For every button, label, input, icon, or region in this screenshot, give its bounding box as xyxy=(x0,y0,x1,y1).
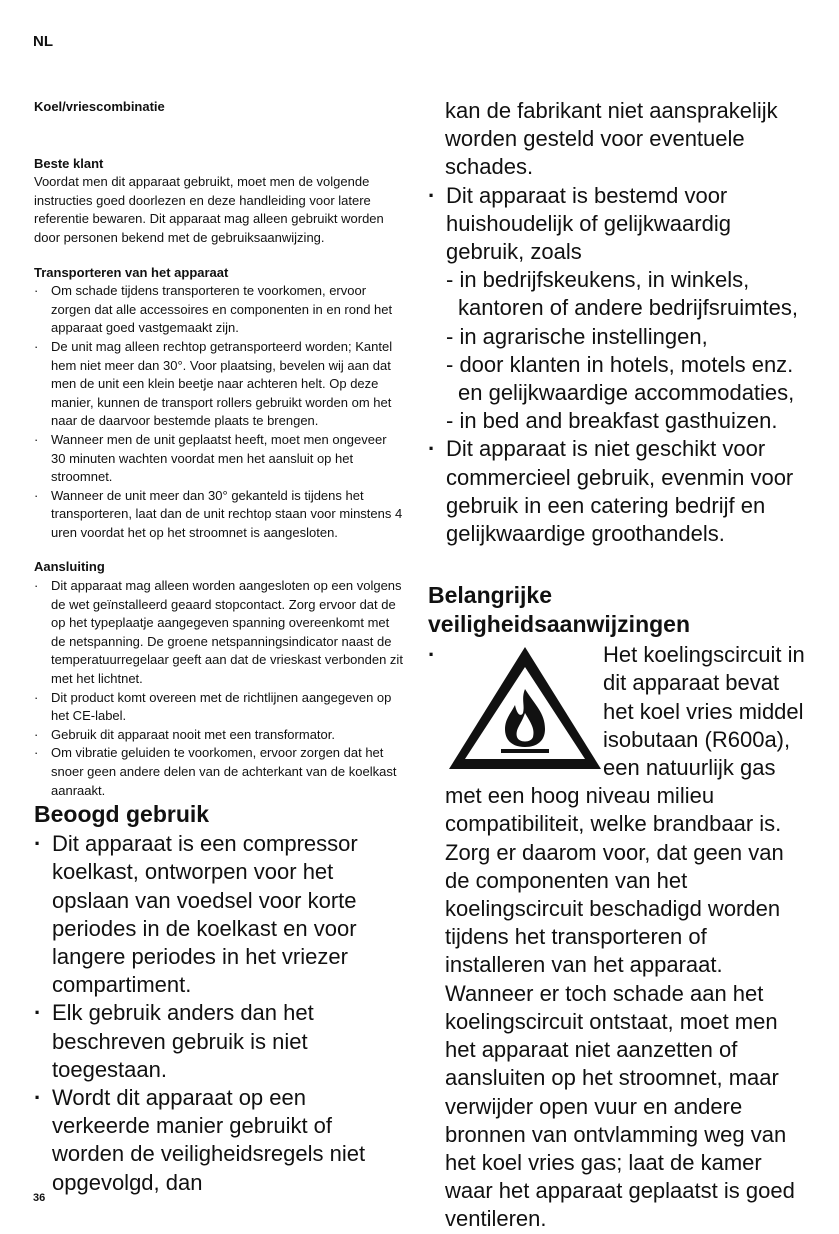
safety-block xyxy=(428,641,808,1233)
list-item: · Wanneer de unit meer dan 30° gekanteld is tijdens het transporteren, laat dan de unit rechtop staan voor minstens 4 uren voordat het op het stroomnet is aangesloten. xyxy=(34,487,404,543)
bullet: · xyxy=(428,642,436,668)
list-item: · Dit apparaat mag alleen worden aangesloten op een volgens de wet geïnstalleerd geaard stopcontact. Zorg ervoor dat de op het typeplaatje aangegeven spanning overeenkomt met de netspanning. De groene netspanningsindicator naast de temperatuurregelaar geeft aan dat de vrieskast verbonden zit met het lichtnet. xyxy=(34,577,404,689)
list-item: · Dit apparaat is een compressor koelkast, ontworpen voor het opslaan van voedsel voor korte periodes in de koelkast en voor langere periodes in het vriezer compartiment. xyxy=(34,830,404,999)
connection-heading: Aansluiting xyxy=(34,559,105,575)
list-item: · Gebruik dit apparaat nooit met een transformator. xyxy=(34,726,404,745)
intro-heading: Beste klant xyxy=(34,155,104,171)
intended-use-list xyxy=(34,830,404,1197)
safety-heading: Belangrijke veiligheidsaanwijzingen xyxy=(428,582,691,638)
list-item: · Dit product komt overeen met de richtlijnen aangegeven op het CE-label. xyxy=(34,689,404,726)
transport-list xyxy=(34,282,404,542)
list-item: · Dit apparaat is niet geschikt voor commercieel gebruik, evenmin voor gebruik in een catering bedrijf en gelijkwaardige groothandels. xyxy=(428,435,808,548)
list-item: · Om vibratie geluiden te voorkomen, ervoor zorgen dat het snoer geen andere delen van de achterkant van de koelkast aanraakt. xyxy=(34,744,404,800)
right-column xyxy=(428,97,808,1234)
list-item: · Elk gebruik anders dan het beschreven gebruik is niet toegestaan. xyxy=(34,999,404,1084)
document-title: Koel/vriescombinatie xyxy=(34,99,165,114)
list-item: · Wanneer men de unit geplaatst heeft, moet men ongeveer 30 minuten wachten voordat men het aansluit op het stroomnet. xyxy=(34,431,404,487)
page-number: 36 xyxy=(33,1192,46,1204)
sub-item: - in bed and breakfast gasthuizen. xyxy=(446,408,778,434)
household-sublist xyxy=(446,266,808,435)
intended-use-heading: Beoogd gebruik xyxy=(34,801,210,828)
language-code: NL xyxy=(33,33,53,50)
sub-item: - in bedrijfskeukens, in winkels, kantoren of andere bedrijfsruimtes, xyxy=(446,267,798,321)
list-item: · De unit mag alleen rechtop getransporteerd worden; Kantel hem niet meer dan 30°. Voor plaatsing, bevelen wij aan dat men de unit een klein beetje naar achteren helt. Op deze manier, kunnen de transport rollers gebruikt worden om het naar de daarvoor bestemde plaats te brengen. xyxy=(34,338,404,431)
safety-text-top: Het koelingscircuit in dit apparaat bevat het koel vries middel isobutaan (R600a), een natuurlijk gas xyxy=(603,642,805,781)
list-item: · Wordt dit apparaat op een verkeerde manier gebruikt of worden de veiligheidsregels niet opgevolgd, dan xyxy=(34,1084,404,1197)
sub-item: - door klanten in hotels, motels enz. en gelijkwaardige accommodaties, xyxy=(446,351,795,406)
intro-text: Voordat men dit apparaat gebruikt, moet men de volgende instructies goed doorlezen en deze handleiding voor latere referentie bewaren. Dit apparaat mag alleen gebruikt worden door personen bekend met de gebruiksaanwijzing. xyxy=(34,174,384,245)
safety-text-rest: met een hoog niveau milieu compatibiliteit, welke brandbaar is. Zorg er daarom voor, dat geen van de componenten van het koelingscircuit beschadigd worden tijdens het transporteren of installeren van het apparaat. Wanneer er toch schade aan het koelingscircuit ontstaat, moet men het apparaat niet aanzetten of aansluiten op het stroomnet, maar verwijder open vuur en andere bronnen van ontvlamming weg van het koel vries gas; laat de kamer waar het apparaat geplaatst is goed ventileren. xyxy=(445,783,795,1232)
household-text: Dit apparaat is bestemd voor huishoudelijk of gelijkwaardig gebruik, zoals xyxy=(446,182,731,265)
continued-text: kan de fabrikant niet aansprakelijk worden gesteld voor eventuele schades. xyxy=(445,98,778,180)
list-item: · Om schade tijdens transporteren te voorkomen, ervoor zorgen dat alle accessoires en componenten in en rond het apparaat goed vastgemaakt zijn. xyxy=(34,282,404,338)
list-item xyxy=(428,182,808,436)
connection-list xyxy=(34,577,404,800)
left-column xyxy=(34,98,404,1197)
sub-item: - in agrarische instellingen, xyxy=(446,323,708,349)
flammable-warning-icon xyxy=(445,643,605,773)
transport-heading: Transporteren van het apparaat xyxy=(34,264,229,280)
usage-list xyxy=(428,182,808,549)
